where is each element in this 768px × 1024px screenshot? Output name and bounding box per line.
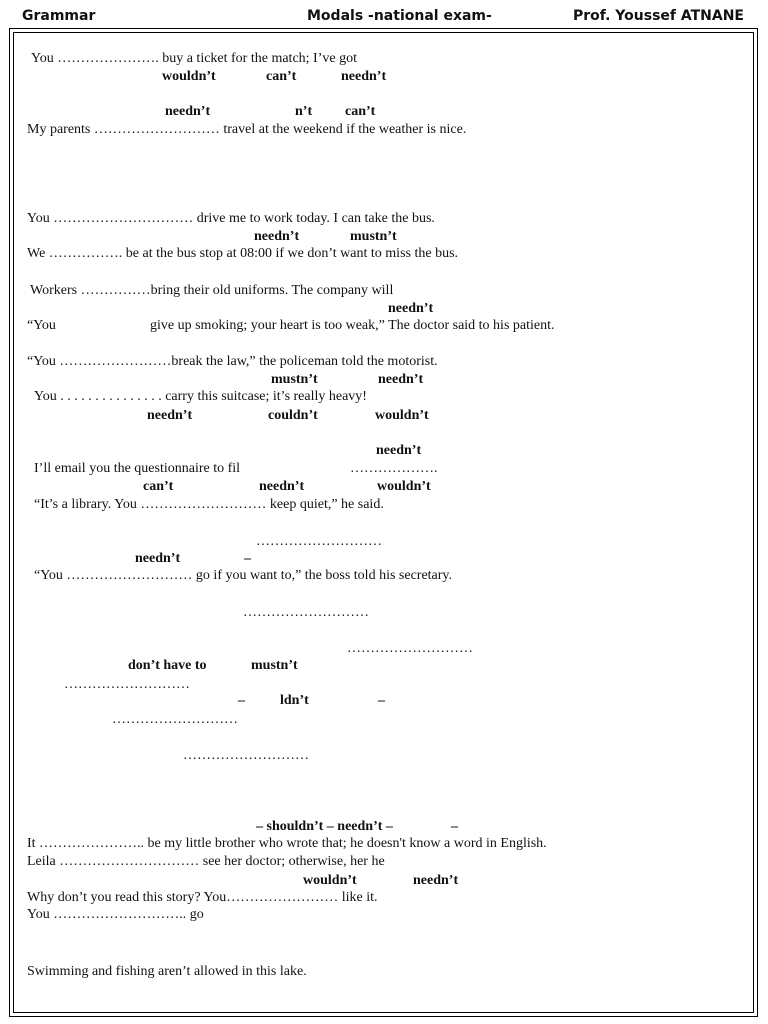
blank-dots: ………………. bbox=[350, 461, 438, 476]
teacher-name: Prof. Youssef ATNANE bbox=[573, 8, 744, 24]
option-word: wouldn’t bbox=[375, 408, 429, 423]
option-dash: – bbox=[451, 819, 458, 834]
option-word: mustn’t bbox=[350, 229, 397, 244]
blank-dots: ……………………… bbox=[112, 712, 238, 727]
topic-title: Modals -national exam- bbox=[307, 8, 492, 24]
sentence-14: Why don’t you read this story? You…………………… like it. bbox=[27, 890, 378, 905]
option-word: can’t bbox=[266, 69, 297, 84]
sentence-10: “It’s a library. You ……………………… keep quiet,” he said. bbox=[34, 497, 384, 512]
sentence-15: You ……………………….. go bbox=[27, 907, 204, 922]
option-word: can’t bbox=[345, 104, 376, 119]
blank-dots: ……………………… bbox=[64, 677, 190, 692]
option-word: needn’t bbox=[254, 229, 300, 244]
subject-title: Grammar bbox=[22, 8, 96, 24]
option-words: – shouldn’t – needn’t – bbox=[256, 819, 393, 834]
sentence-8: You . . . . . . . . . . . . . . . carry this suitcase; it’s really heavy! bbox=[34, 389, 367, 404]
option-word: needn’t bbox=[135, 551, 181, 566]
sentence-11: “You ……………………… go if you want to,” the boss told his secretary. bbox=[34, 568, 453, 583]
option-dash: – bbox=[244, 551, 251, 566]
option-word: couldn’t bbox=[268, 408, 318, 423]
sentence-6-end: give up smoking; your heart is too weak,” The doctor said to his patient. bbox=[150, 318, 555, 333]
option-word: needn’t bbox=[341, 69, 387, 84]
blank-dots: ……………………… bbox=[243, 605, 369, 620]
sentence-12: It ………………….. be my little brother who wrote that; he doesn't know a word in English. bbox=[27, 836, 547, 851]
option-word: wouldn’t bbox=[303, 873, 357, 888]
sentence-6-start: “You bbox=[27, 318, 56, 333]
blank-dots: ……………………… bbox=[347, 641, 473, 656]
option-word: needn’t bbox=[378, 372, 424, 387]
option-word: wouldn’t bbox=[162, 69, 216, 84]
sentence-1: You …………………. buy a ticket for the match; I’ve got bbox=[31, 51, 357, 66]
option-word: mustn’t bbox=[251, 658, 298, 673]
blank-dots: ……………………… bbox=[256, 534, 382, 549]
option-dash: – bbox=[238, 693, 245, 708]
sentence-4: We ……………. be at the bus stop at 08:00 if we don’t want to miss the bus. bbox=[27, 246, 459, 261]
option-word: needn’t bbox=[388, 301, 434, 316]
option-word: mustn’t bbox=[271, 372, 318, 387]
sentence-16: Swimming and fishing aren’t allowed in this lake. bbox=[27, 964, 307, 979]
option-word: needn’t bbox=[165, 104, 211, 119]
option-word: needn’t bbox=[259, 479, 305, 494]
option-word: ldn’t bbox=[280, 693, 309, 708]
sentence-5: Workers ……………bring their old uniforms. The company will bbox=[30, 283, 394, 298]
option-dash: – bbox=[378, 693, 385, 708]
option-word: don’t have to bbox=[128, 658, 207, 673]
option-word: wouldn’t bbox=[377, 479, 431, 494]
option-word: needn’t bbox=[147, 408, 193, 423]
sentence-13: Leila ………………………… see her doctor; otherwise, her he bbox=[27, 854, 385, 869]
sentence-2: My parents ……………………… travel at the weekend if the weather is nice. bbox=[27, 122, 467, 137]
option-word: n’t bbox=[295, 104, 313, 119]
sentence-7: “You ……………………break the law,” the policeman told the motorist. bbox=[27, 354, 438, 369]
sentence-9-start: I’ll email you the questionnaire to fil bbox=[34, 461, 241, 476]
option-word: needn’t bbox=[376, 443, 422, 458]
option-word: can’t bbox=[143, 479, 174, 494]
blank-dots: ……………………… bbox=[183, 748, 309, 763]
option-word: needn’t bbox=[413, 873, 459, 888]
sentence-3: You ………………………… drive me to work today. I can take the bus. bbox=[27, 211, 435, 226]
